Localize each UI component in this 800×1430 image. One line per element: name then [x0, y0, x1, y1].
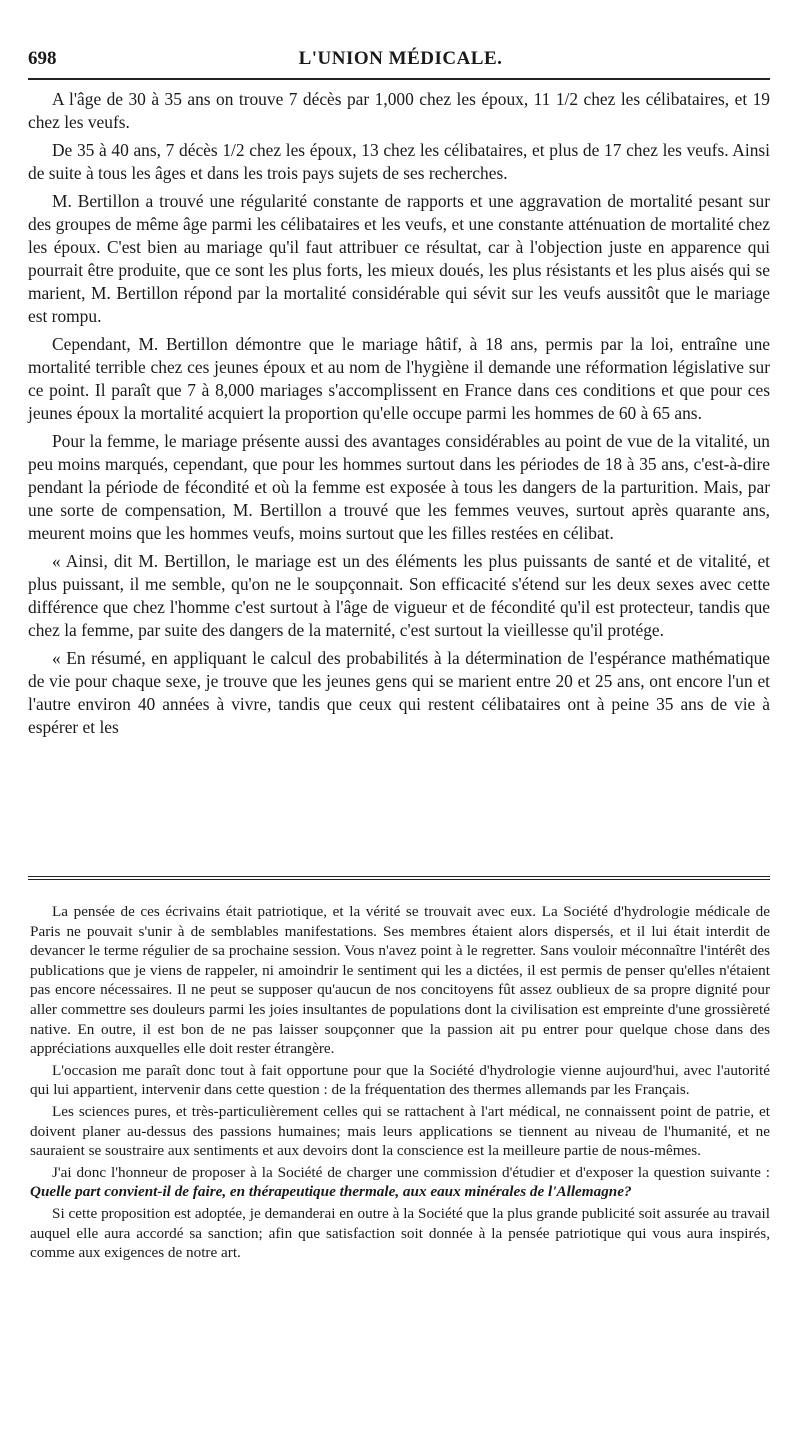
feuilleton-rule — [28, 876, 770, 880]
main-paragraph: Pour la femme, le mariage présente aussi des avantages considérables au point de vue de la vitalité, un peu moins marqués, cependant, que pour les hommes surtout dans les périodes de 18 à 35 ans, c'est-à-dire pendant la période de fécondité et où la femme est exposée à tous les dangers de la parturition. Mais, par une sorte de compensation, M. Bertillon a trouvé que les femmes veuves, surtout après quarante ans, meurent moins que les hommes veufs, moins surtout que les filles restées en célibat. — [28, 431, 770, 543]
proposal-intro: J'ai donc l'honneur de proposer à la Société de charger une commission d'étudier et d'exposer la question suivante : — [52, 1163, 770, 1181]
main-paragraph: Cependant, M. Bertillon démontre que le mariage hâtif, à 18 ans, permis par la loi, entraîne une mortalité terrible chez ces jeunes époux et au nom de l'hygiène il demande une réformation législative sur ce point. Il paraît que 7 à 8,000 mariages s'accomplissent en France dans ces conditions et que pour ces jeunes époux la mortalité acquiert la proportion qu'elle occupe parmi les hommes de 60 à 65 ans. — [28, 334, 770, 423]
running-title: L'UNION MÉDICALE. — [298, 48, 503, 69]
proposal-question: Quelle part convient-il de faire, en thérapeutique thermale, aux eaux minérales de l'Allemagne? — [30, 1183, 632, 1201]
feuilleton-paragraph-proposal — [30, 1163, 770, 1202]
main-paragraph: « Ainsi, dit M. Bertillon, le mariage est un des éléments les plus puissants de santé et de vitalité, et plus puissant, il me semble, qu'on ne le soupçonnait. Son efficacité s'étend sur les deux sexes avec cette différence que chez l'homme c'est surtout à l'âge de vigueur et de fécondité qu'il est protecteur, tandis que chez la femme, par suite des dangers de la maternité, c'est surtout la vieillesse qu'il protége. — [28, 551, 770, 640]
feuilleton-paragraph: Les sciences pures, et très-particulièrement celles qui se rattachent à l'art médical, ne connaissent point de patrie, et doivent planer au-dessus des passions humaines; mais leurs applications se tiennent au niveau de l'humanité, et ne sauraient se soustraire aux sentiments et aux devoirs dont la conscience est la meilleure partie de nous-mêmes. — [30, 1102, 770, 1160]
main-text — [28, 88, 770, 744]
main-paragraph: « En résumé, en appliquant le calcul des probabilités à la détermination de l'espérance mathématique de vie pour chaque sexe, je trouve que les jeunes gens qui se marient entre 20 et 25 ans, ont encore l'un et l'autre environ 40 années à vivre, tandis que ceux qui restent célibataires ont à peine 35 ans de vie à espérer et les — [28, 648, 770, 737]
page-header — [28, 48, 773, 78]
feuilleton-text — [30, 902, 770, 1265]
feuilleton-paragraph: L'occasion me paraît donc tout à fait opportune pour que la Société d'hydrologie vienne aujourd'hui, avec l'autorité qui lui appartient, intervenir dans cette question : de la fréquentation des thermes allemands par les Français. — [30, 1061, 770, 1099]
main-paragraph: A l'âge de 30 à 35 ans on trouve 7 décès par 1,000 chez les époux, 11 1/2 chez les célibataires, et 19 chez les veufs. — [28, 89, 770, 132]
header-rule — [28, 78, 770, 80]
main-paragraph: De 35 à 40 ans, 7 décès 1/2 chez les époux, 13 chez les célibataires, et plus de 17 chez les veufs. Ainsi de suite à tous les âges et dans les trois pays sujets de ses recherches. — [28, 140, 770, 183]
feuilleton-paragraph: Si cette proposition est adoptée, je demanderai en outre à la Société que la plus grande publicité soit assurée au travail auquel elle aura accordé sa sanction; afin que satisfaction soit donnée à la pensée patriotique qui vous aura inspirés, comme aux exigences de notre art. — [30, 1204, 770, 1262]
main-paragraph: M. Bertillon a trouvé une régularité constante de rapports et une aggravation de mortalité pesant sur des groupes de même âge parmi les célibataires et les veufs, et une constante atténuation de mortalité chez les époux. C'est bien au mariage qu'il faut attribuer ce résultat, car à l'objection juste en apparence qui pourrait être produite, que ce sont les plus forts, les mieux doués, les plus résistants et les plus aisés qui se marient, M. Bertillon répond par la mortalité considérable qui sévit sur les veufs aussitôt que le mariage est rompu. — [28, 191, 770, 326]
page-number: 698 — [28, 48, 57, 69]
feuilleton-paragraph: La pensée de ces écrivains était patriotique, et la vérité se trouvait avec eux. La Société d'hydrologie médicale de Paris ne pouvait s'unir à de semblables manifestations. Ses membres étaient alors dispersés, et il lui était interdit de devancer le terme régulier de sa prochaine session. Vous n'avez point à le regretter. Sans vouloir méconnaître l'intérêt des publications que je viens de rappeler, ni amoindrir le sentiment qui les a dictées, il est permis de penser qu'elles n'étaient pas encore nécessaires. Il ne peut se supposer qu'aucun de nos concitoyens fût assez oublieux de sa propre dignité pour aller commettre ses douleurs parmi les joies insultantes de populations dont la civilisation est empreinte d'une grossièreté native. En outre, il est bon de ne pas laisser soupçonner que la passion ait pu entrer pour quelque chose dans des appréciations auxquelles elle doit rester étrangère. — [30, 903, 770, 1058]
